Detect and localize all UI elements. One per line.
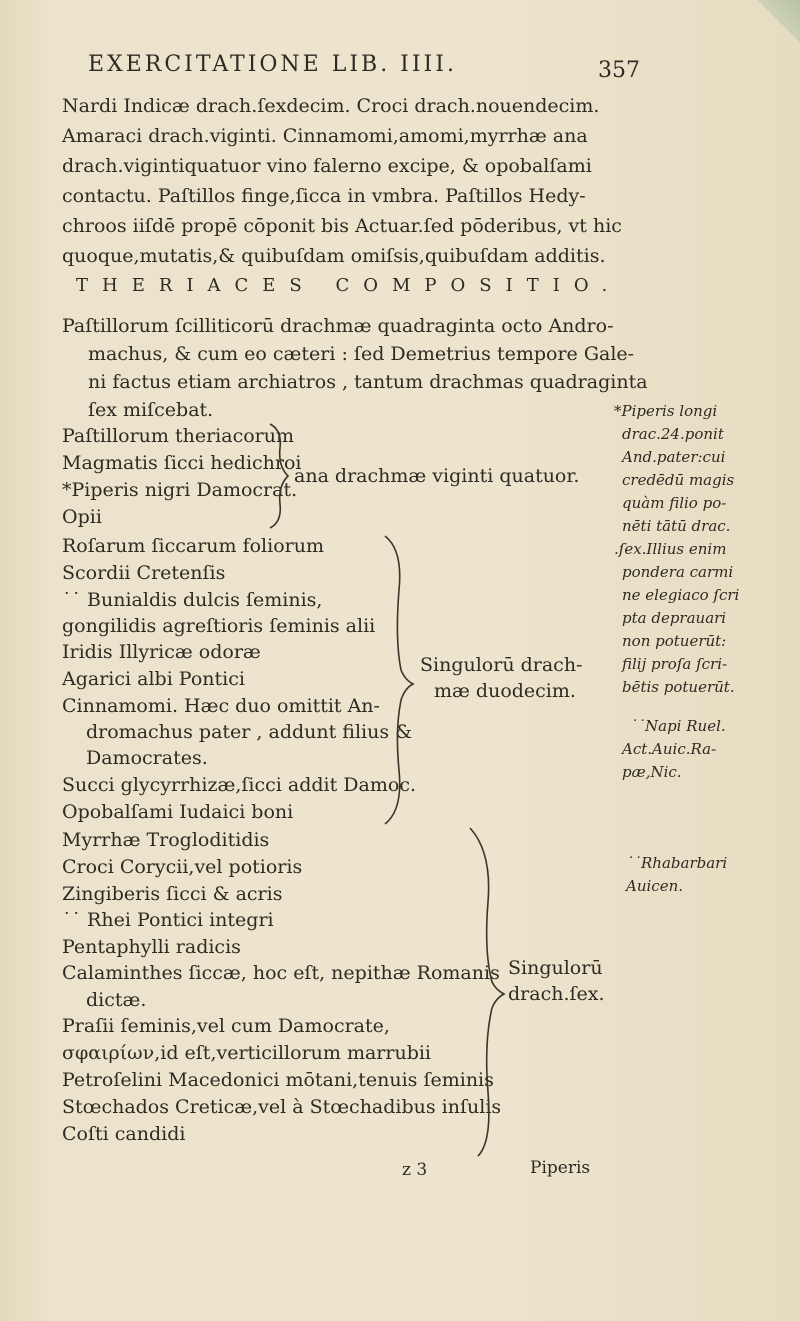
margin-note-line: *Piperis longi xyxy=(614,402,718,420)
margin-note-line: quàm filio po- xyxy=(622,494,727,512)
composition-line: ſex miſcebat. xyxy=(88,399,214,421)
intro-line: Amaraci drach.viginti. Cinnamomi,amomi,myrrhæ ana xyxy=(62,125,588,147)
intro-line: Nardi Indicæ drach.ſexdecim. Croci drach.nouendecim. xyxy=(62,95,600,117)
ingredient-item: Roſarum ſiccarum foliorum xyxy=(62,535,324,557)
ingredient-item: Myrrhæ Trogloditidis xyxy=(62,829,270,851)
ingredient-item: Magmatis ſicci hedichroi xyxy=(62,452,302,474)
ingredient-item: Opii xyxy=(62,506,102,528)
composition-line: Paſtillorum ſcilliticorū drachmæ quadraginta octo Andro- xyxy=(62,315,614,337)
group2-dose-label: Singulorū drach- xyxy=(420,654,583,676)
signature-mark: z 3 xyxy=(402,1160,428,1180)
margin-note-line: Auicen. xyxy=(626,877,683,895)
margin-note-line: filij proſa ſcri- xyxy=(622,655,728,673)
ingredient-item: Damocrates. xyxy=(86,747,208,769)
margin-note-line: Act.Auic.Ra- xyxy=(622,740,717,758)
ingredient-item: Opobalſami Iudaici boni xyxy=(62,801,294,823)
margin-note-line: .ſex.Illius enim xyxy=(614,540,727,558)
intro-line: contactu. Paſtillos finge,ſicca in vmbra. Paſtillos Hedy- xyxy=(62,185,586,207)
page-number: 357 xyxy=(598,58,640,83)
ingredient-item: Petroſelini Macedonici mōtani,tenuis ſeminis xyxy=(62,1069,494,1091)
intro-line: chroos iiſdē propē cōponit bis Actuar.ſed pōderibus, vt hic xyxy=(62,215,622,237)
ingredient-item: Coſti candidi xyxy=(62,1123,186,1145)
ingredient-item: Stœchados Creticæ,vel à Stœchadibus inſulis xyxy=(62,1096,502,1118)
ingredient-item: Scordii Cretenſis xyxy=(62,562,226,584)
ingredient-item: σφαιρίων,id eſt,verticillorum marrubii xyxy=(62,1042,432,1064)
group2-dose-label: mæ duodecim. xyxy=(434,680,576,702)
ingredient-item: *Piperis nigri Damocrat. xyxy=(62,479,298,501)
intro-line: quoque,mutatis,& quibuſdam omiſsis,quibuſdam additis. xyxy=(62,245,606,267)
section-title: THERIACES COMPOSITIO. xyxy=(76,275,622,296)
ingredient-item: Succi glycyrrhizæ,ſicci addit Damoc. xyxy=(62,774,416,796)
margin-note-line: ˙˙Napi Ruel. xyxy=(630,717,726,735)
composition-line: machus, & cum eo cæteri : ſed Demetrius tempore Gale- xyxy=(88,343,635,365)
margin-note-line: pondera carmi xyxy=(622,563,734,581)
group3-dose-label: drach.ſex. xyxy=(508,983,605,1005)
ingredient-item: Zingiberis ſicci & acris xyxy=(62,883,283,905)
group3-brace xyxy=(462,822,506,1162)
margin-note-line: credēdū magis xyxy=(622,471,735,489)
ingredient-item: Paſtillorum theriacorum xyxy=(62,425,294,447)
margin-note-line: pæ,Nic. xyxy=(622,763,682,781)
page-corner-stain xyxy=(740,0,800,60)
ingredient-item: Iridis Illyricæ odoræ xyxy=(62,641,261,663)
ingredient-item: Praſii ſeminis,vel cum Damocrate, xyxy=(62,1015,390,1037)
ingredient-item: ˙˙ Rhei Pontici integri xyxy=(62,909,274,931)
ingredient-item: dromachus pater , addunt filius & xyxy=(86,721,413,743)
intro-line: drach.vigintiquatuor vino falerno excipe, & opobalſami xyxy=(62,155,592,177)
margin-note-line: ˙˙Rhabarbari xyxy=(626,854,728,872)
group1-dose-label: ana drachmæ viginti quatuor. xyxy=(294,465,580,487)
group1-brace xyxy=(266,420,290,532)
ingredient-item: Croci Corycii,vel potioris xyxy=(62,856,303,878)
ingredient-item: Cinnamomi. Hæc duo omittit An- xyxy=(62,695,380,717)
group2-brace xyxy=(375,530,415,830)
ingredient-item: Agarici albi Pontici xyxy=(62,668,245,690)
margin-note-line: drac.24.ponit xyxy=(622,425,724,443)
ingredient-item: dictæ. xyxy=(86,989,147,1011)
margin-note-line: And.pater:cui xyxy=(622,448,726,466)
group3-dose-label: Singulorū xyxy=(508,957,603,979)
margin-note-line: pta deprauari xyxy=(622,609,727,627)
composition-line: ni factus etiam archiatros , tantum drachmas quadraginta xyxy=(88,371,648,393)
ingredient-item: ˙˙ Bunialdis dulcis ſeminis, xyxy=(62,589,323,611)
margin-note-line: non potuerūt: xyxy=(622,632,727,650)
margin-note-line: bētis potuerūt. xyxy=(622,678,735,696)
ingredient-item: Pentaphylli radicis xyxy=(62,936,241,958)
margin-note-line: ne elegiaco ſcri xyxy=(622,586,740,604)
running-title: EXERCITATIONE LIB. IIII. xyxy=(88,52,457,77)
ingredient-item: Calaminthes ſiccæ, hoc eſt, nepithæ Romanis xyxy=(62,962,500,984)
ingredient-item: gongilidis agreſtioris ſeminis alii xyxy=(62,615,376,637)
margin-note-line: nēti tātū drac. xyxy=(622,517,731,535)
catchword: Piperis xyxy=(530,1158,591,1178)
